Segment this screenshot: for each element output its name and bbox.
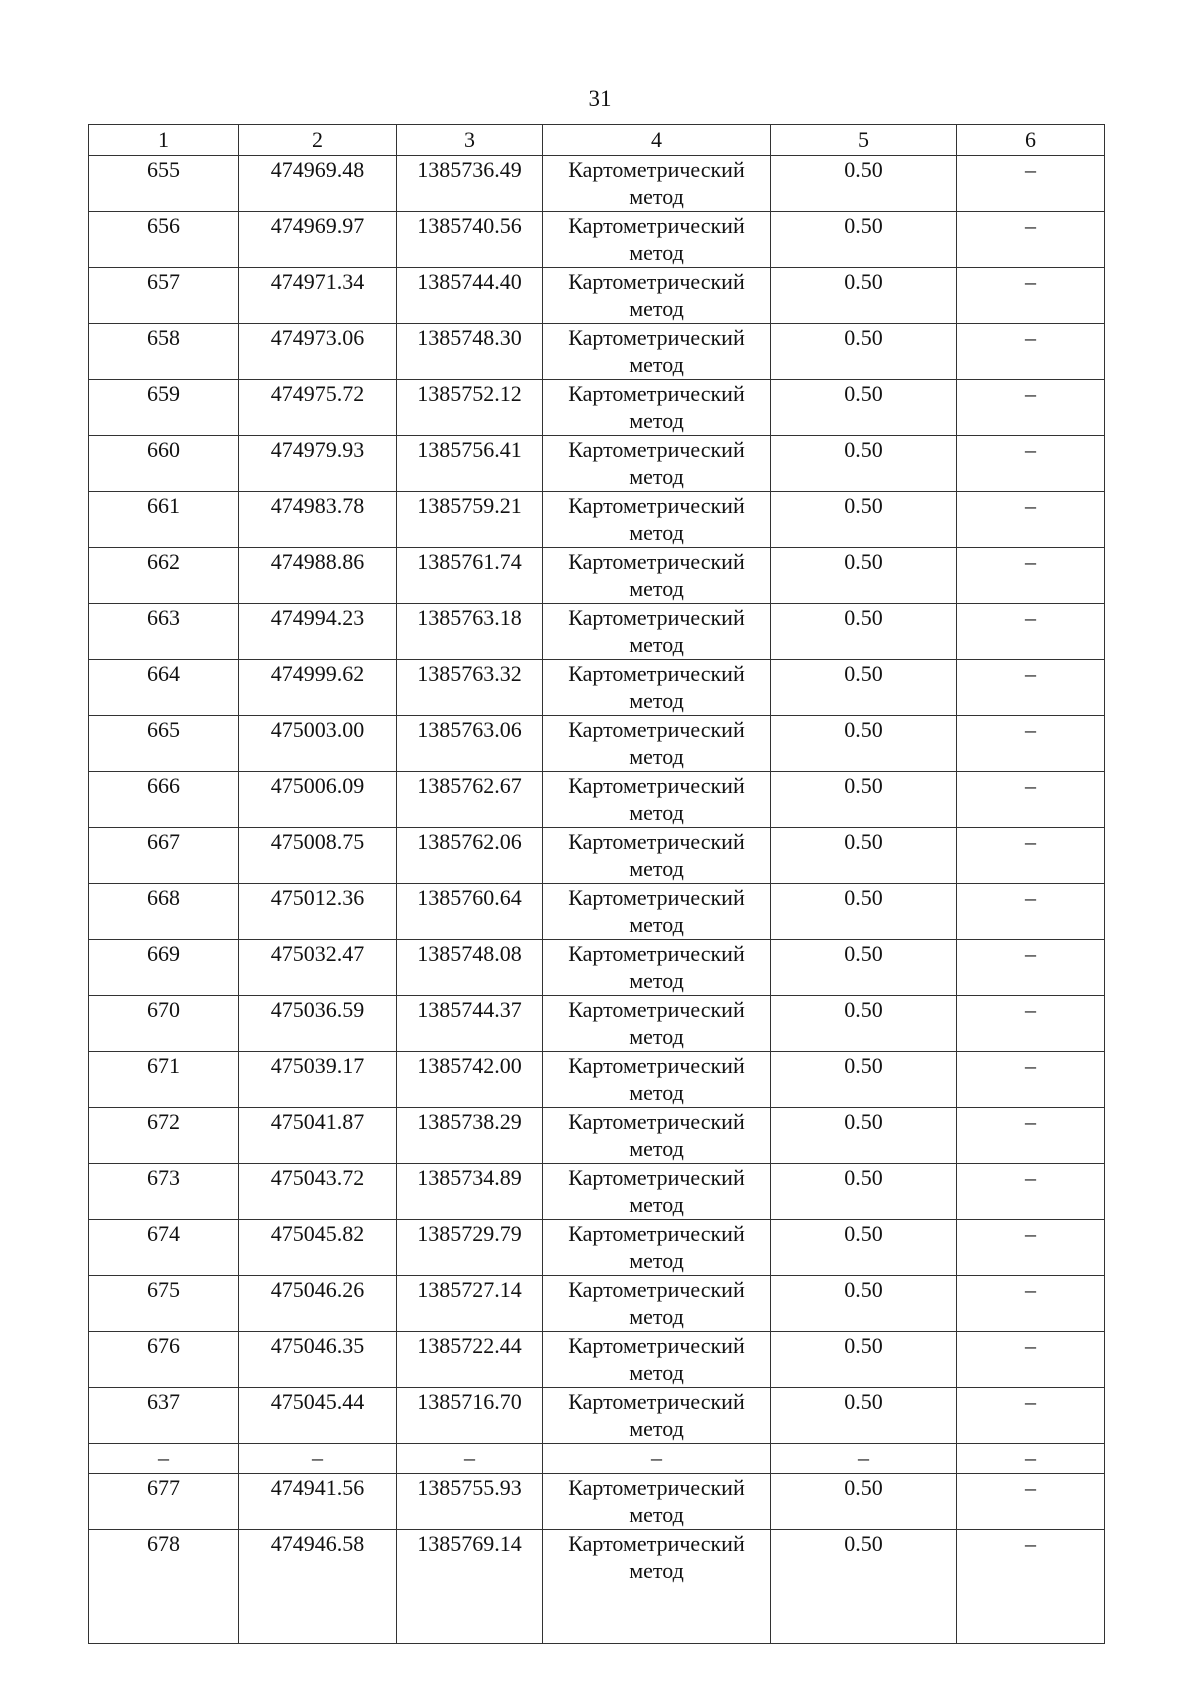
y-coordinate-cell: 1385761.74	[397, 548, 543, 604]
table-body	[89, 156, 1105, 1644]
y-coordinate-cell: 1385759.21	[397, 492, 543, 548]
method-line-2: метод	[629, 1024, 684, 1049]
point-number-cell: 664	[89, 660, 239, 716]
x-coordinate-cell: 474994.23	[239, 604, 397, 660]
extra-cell: –	[957, 660, 1105, 716]
x-coordinate-cell: 474983.78	[239, 492, 397, 548]
method-cell	[543, 548, 771, 604]
point-number-cell: 655	[89, 156, 239, 212]
extra-cell: –	[957, 996, 1105, 1052]
method-line-1: Картометрический	[568, 1389, 745, 1414]
method-line-1: Картометрический	[568, 885, 745, 910]
method-cell	[543, 940, 771, 996]
y-coordinate-cell: 1385762.06	[397, 828, 543, 884]
accuracy-cell: 0.50	[771, 660, 957, 716]
x-coordinate-cell: 474946.58	[239, 1530, 397, 1644]
column-header: 5	[771, 125, 957, 156]
point-number-cell: 667	[89, 828, 239, 884]
method-line-2: метод	[629, 968, 684, 993]
method-cell	[543, 1388, 771, 1444]
x-coordinate-cell: 475006.09	[239, 772, 397, 828]
x-coordinate-cell: 474969.48	[239, 156, 397, 212]
table-row	[89, 1220, 1105, 1276]
point-number-cell: 677	[89, 1474, 239, 1530]
method-cell	[543, 772, 771, 828]
table-row	[89, 1332, 1105, 1388]
table-row	[89, 1108, 1105, 1164]
accuracy-cell: 0.50	[771, 1530, 957, 1644]
method-line-1: Картометрический	[568, 661, 745, 686]
extra-cell: –	[957, 268, 1105, 324]
y-coordinate-cell: 1385722.44	[397, 1332, 543, 1388]
y-coordinate-cell: 1385744.40	[397, 268, 543, 324]
accuracy-cell: 0.50	[771, 1474, 957, 1530]
table-row	[89, 940, 1105, 996]
method-line-2: метод	[629, 856, 684, 881]
y-coordinate-cell: 1385748.08	[397, 940, 543, 996]
point-number-cell: 658	[89, 324, 239, 380]
point-number-cell: 668	[89, 884, 239, 940]
method-line-1: Картометрический	[568, 717, 745, 742]
method-cell	[543, 492, 771, 548]
accuracy-cell: 0.50	[771, 1164, 957, 1220]
accuracy-cell: 0.50	[771, 1052, 957, 1108]
column-header: 2	[239, 125, 397, 156]
x-coordinate-cell: 475032.47	[239, 940, 397, 996]
table-row	[89, 716, 1105, 772]
table-row	[89, 1474, 1105, 1530]
method-line-1: Картометрический	[568, 1475, 745, 1500]
x-coordinate-cell: 474975.72	[239, 380, 397, 436]
x-coordinate-cell: 474971.34	[239, 268, 397, 324]
y-coordinate-cell: 1385755.93	[397, 1474, 543, 1530]
accuracy-cell: 0.50	[771, 1388, 957, 1444]
method-line-2: метод	[629, 1558, 684, 1583]
extra-cell: –	[957, 828, 1105, 884]
method-line-1: Картометрический	[568, 773, 745, 798]
table-row	[89, 772, 1105, 828]
point-number-cell: 678	[89, 1530, 239, 1644]
y-coordinate-cell: 1385736.49	[397, 156, 543, 212]
method-cell	[543, 436, 771, 492]
accuracy-cell: 0.50	[771, 268, 957, 324]
extra-cell: –	[957, 1108, 1105, 1164]
x-coordinate-cell: 475043.72	[239, 1164, 397, 1220]
point-number-cell: 662	[89, 548, 239, 604]
method-line-1: Картометрический	[568, 157, 745, 182]
x-coordinate-cell: 474941.56	[239, 1474, 397, 1530]
y-coordinate-cell: 1385748.30	[397, 324, 543, 380]
method-line-1: Картометрический	[568, 325, 745, 350]
extra-cell: –	[957, 548, 1105, 604]
method-line-2: метод	[629, 240, 684, 265]
method-cell	[543, 1108, 771, 1164]
extra-cell: –	[957, 324, 1105, 380]
method-line-2: метод	[629, 184, 684, 209]
x-coordinate-cell: 475045.82	[239, 1220, 397, 1276]
table-row	[89, 156, 1105, 212]
separator-cell: –	[771, 1444, 957, 1474]
method-line-2: метод	[629, 744, 684, 769]
extra-cell: –	[957, 772, 1105, 828]
point-number-cell: 669	[89, 940, 239, 996]
x-coordinate-cell: 475036.59	[239, 996, 397, 1052]
table-row	[89, 828, 1105, 884]
method-cell	[543, 1220, 771, 1276]
extra-cell: –	[957, 1474, 1105, 1530]
separator-cell: –	[957, 1444, 1105, 1474]
extra-cell: –	[957, 492, 1105, 548]
accuracy-cell: 0.50	[771, 436, 957, 492]
point-number-cell: 670	[89, 996, 239, 1052]
method-line-1: Картометрический	[568, 1109, 745, 1134]
extra-cell: –	[957, 604, 1105, 660]
separator-cell: –	[89, 1444, 239, 1474]
extra-cell: –	[957, 1276, 1105, 1332]
extra-cell: –	[957, 436, 1105, 492]
x-coordinate-cell: 474969.97	[239, 212, 397, 268]
method-line-2: метод	[629, 800, 684, 825]
method-line-1: Картометрический	[568, 941, 745, 966]
method-line-2: метод	[629, 1192, 684, 1217]
point-number-cell: 665	[89, 716, 239, 772]
method-cell	[543, 1276, 771, 1332]
method-line-1: Картометрический	[568, 213, 745, 238]
accuracy-cell: 0.50	[771, 324, 957, 380]
method-cell	[543, 1164, 771, 1220]
method-line-2: метод	[629, 576, 684, 601]
extra-cell: –	[957, 940, 1105, 996]
accuracy-cell: 0.50	[771, 156, 957, 212]
y-coordinate-cell: 1385742.00	[397, 1052, 543, 1108]
accuracy-cell: 0.50	[771, 828, 957, 884]
point-number-cell: 676	[89, 1332, 239, 1388]
y-coordinate-cell: 1385752.12	[397, 380, 543, 436]
y-coordinate-cell: 1385756.41	[397, 436, 543, 492]
table-row	[89, 884, 1105, 940]
point-number-cell: 656	[89, 212, 239, 268]
table-row	[89, 324, 1105, 380]
accuracy-cell: 0.50	[771, 1108, 957, 1164]
x-coordinate-cell: 475046.26	[239, 1276, 397, 1332]
point-number-cell: 672	[89, 1108, 239, 1164]
point-number-cell: 675	[89, 1276, 239, 1332]
method-line-2: метод	[629, 352, 684, 377]
column-header: 4	[543, 125, 771, 156]
accuracy-cell: 0.50	[771, 492, 957, 548]
table-row	[89, 1164, 1105, 1220]
extra-cell: –	[957, 1220, 1105, 1276]
method-line-1: Картометрический	[568, 605, 745, 630]
table-row	[89, 1388, 1105, 1444]
method-line-1: Картометрический	[568, 1165, 745, 1190]
extra-cell: –	[957, 1530, 1105, 1644]
point-number-cell: 660	[89, 436, 239, 492]
x-coordinate-cell: 474999.62	[239, 660, 397, 716]
accuracy-cell: 0.50	[771, 884, 957, 940]
accuracy-cell: 0.50	[771, 604, 957, 660]
method-line-1: Картометрический	[568, 381, 745, 406]
y-coordinate-cell: 1385727.14	[397, 1276, 543, 1332]
method-line-2: метод	[629, 688, 684, 713]
method-line-2: метод	[629, 632, 684, 657]
extra-cell: –	[957, 1332, 1105, 1388]
method-cell	[543, 884, 771, 940]
method-line-1: Картометрический	[568, 1221, 745, 1246]
method-line-2: метод	[629, 1248, 684, 1273]
table-row	[89, 212, 1105, 268]
method-line-2: метод	[629, 464, 684, 489]
table-row	[89, 492, 1105, 548]
table-row	[89, 604, 1105, 660]
x-coordinate-cell: 474973.06	[239, 324, 397, 380]
method-line-2: метод	[629, 912, 684, 937]
table-row	[89, 996, 1105, 1052]
method-line-1: Картометрический	[568, 1053, 745, 1078]
y-coordinate-cell: 1385763.06	[397, 716, 543, 772]
method-line-1: Картометрический	[568, 1531, 745, 1556]
method-cell	[543, 380, 771, 436]
method-line-1: Картометрический	[568, 1333, 745, 1358]
accuracy-cell: 0.50	[771, 996, 957, 1052]
table-header	[89, 125, 1105, 156]
extra-cell: –	[957, 156, 1105, 212]
method-cell	[543, 1530, 771, 1644]
x-coordinate-cell: 475039.17	[239, 1052, 397, 1108]
accuracy-cell: 0.50	[771, 380, 957, 436]
y-coordinate-cell: 1385716.70	[397, 1388, 543, 1444]
method-line-1: Картометрический	[568, 437, 745, 462]
column-header: 3	[397, 125, 543, 156]
method-line-1: Картометрический	[568, 549, 745, 574]
point-number-cell: 666	[89, 772, 239, 828]
x-coordinate-cell: 475008.75	[239, 828, 397, 884]
method-cell	[543, 716, 771, 772]
method-cell	[543, 1052, 771, 1108]
accuracy-cell: 0.50	[771, 1332, 957, 1388]
extra-cell: –	[957, 1164, 1105, 1220]
extra-cell: –	[957, 884, 1105, 940]
table-row	[89, 436, 1105, 492]
point-number-cell: 661	[89, 492, 239, 548]
extra-cell: –	[957, 380, 1105, 436]
point-number-cell: 671	[89, 1052, 239, 1108]
method-line-2: метод	[629, 296, 684, 321]
coordinates-table	[88, 124, 1105, 1644]
point-number-cell: 663	[89, 604, 239, 660]
extra-cell: –	[957, 716, 1105, 772]
header-row	[89, 125, 1105, 156]
y-coordinate-cell: 1385734.89	[397, 1164, 543, 1220]
y-coordinate-cell: 1385738.29	[397, 1108, 543, 1164]
method-line-1: Картометрический	[568, 493, 745, 518]
separator-cell: –	[239, 1444, 397, 1474]
y-coordinate-cell: 1385763.18	[397, 604, 543, 660]
method-cell	[543, 996, 771, 1052]
y-coordinate-cell: 1385740.56	[397, 212, 543, 268]
accuracy-cell: 0.50	[771, 212, 957, 268]
column-header: 1	[89, 125, 239, 156]
method-cell	[543, 212, 771, 268]
method-line-1: Картометрический	[568, 997, 745, 1022]
table-row	[89, 380, 1105, 436]
table-row	[89, 660, 1105, 716]
accuracy-cell: 0.50	[771, 772, 957, 828]
method-cell	[543, 828, 771, 884]
point-number-cell: 674	[89, 1220, 239, 1276]
separator-cell: –	[543, 1444, 771, 1474]
method-line-2: метод	[629, 1502, 684, 1527]
x-coordinate-cell: 475045.44	[239, 1388, 397, 1444]
method-line-2: метод	[629, 1080, 684, 1105]
point-number-cell: 637	[89, 1388, 239, 1444]
page-number: 31	[588, 86, 612, 111]
x-coordinate-cell: 475041.87	[239, 1108, 397, 1164]
method-line-1: Картометрический	[568, 1277, 745, 1302]
accuracy-cell: 0.50	[771, 716, 957, 772]
y-coordinate-cell: 1385760.64	[397, 884, 543, 940]
method-cell	[543, 268, 771, 324]
method-line-2: метод	[629, 1360, 684, 1385]
x-coordinate-cell: 474979.93	[239, 436, 397, 492]
accuracy-cell: 0.50	[771, 1276, 957, 1332]
method-cell	[543, 156, 771, 212]
extra-cell: –	[957, 1052, 1105, 1108]
accuracy-cell: 0.50	[771, 940, 957, 996]
table-row	[89, 548, 1105, 604]
y-coordinate-cell: 1385744.37	[397, 996, 543, 1052]
accuracy-cell: 0.50	[771, 548, 957, 604]
extra-cell: –	[957, 1388, 1105, 1444]
x-coordinate-cell: 475012.36	[239, 884, 397, 940]
accuracy-cell: 0.50	[771, 1220, 957, 1276]
point-number-cell: 657	[89, 268, 239, 324]
method-line-2: метод	[629, 408, 684, 433]
separator-row	[89, 1444, 1105, 1474]
x-coordinate-cell: 475003.00	[239, 716, 397, 772]
method-cell	[543, 324, 771, 380]
table-row	[89, 1276, 1105, 1332]
method-line-2: метод	[629, 1416, 684, 1441]
method-cell	[543, 1474, 771, 1530]
method-cell	[543, 604, 771, 660]
method-cell	[543, 1332, 771, 1388]
extra-cell: –	[957, 212, 1105, 268]
y-coordinate-cell: 1385729.79	[397, 1220, 543, 1276]
method-line-2: метод	[629, 520, 684, 545]
column-header: 6	[957, 125, 1105, 156]
x-coordinate-cell: 475046.35	[239, 1332, 397, 1388]
method-line-1: Картометрический	[568, 829, 745, 854]
point-number-cell: 673	[89, 1164, 239, 1220]
table-row	[89, 268, 1105, 324]
method-line-2: метод	[629, 1136, 684, 1161]
y-coordinate-cell: 1385769.14	[397, 1530, 543, 1644]
method-line-1: Картометрический	[568, 269, 745, 294]
table-row	[89, 1052, 1105, 1108]
method-line-2: метод	[629, 1304, 684, 1329]
y-coordinate-cell: 1385762.67	[397, 772, 543, 828]
method-cell	[543, 660, 771, 716]
table-row	[89, 1530, 1105, 1644]
y-coordinate-cell: 1385763.32	[397, 660, 543, 716]
separator-cell: –	[397, 1444, 543, 1474]
point-number-cell: 659	[89, 380, 239, 436]
x-coordinate-cell: 474988.86	[239, 548, 397, 604]
